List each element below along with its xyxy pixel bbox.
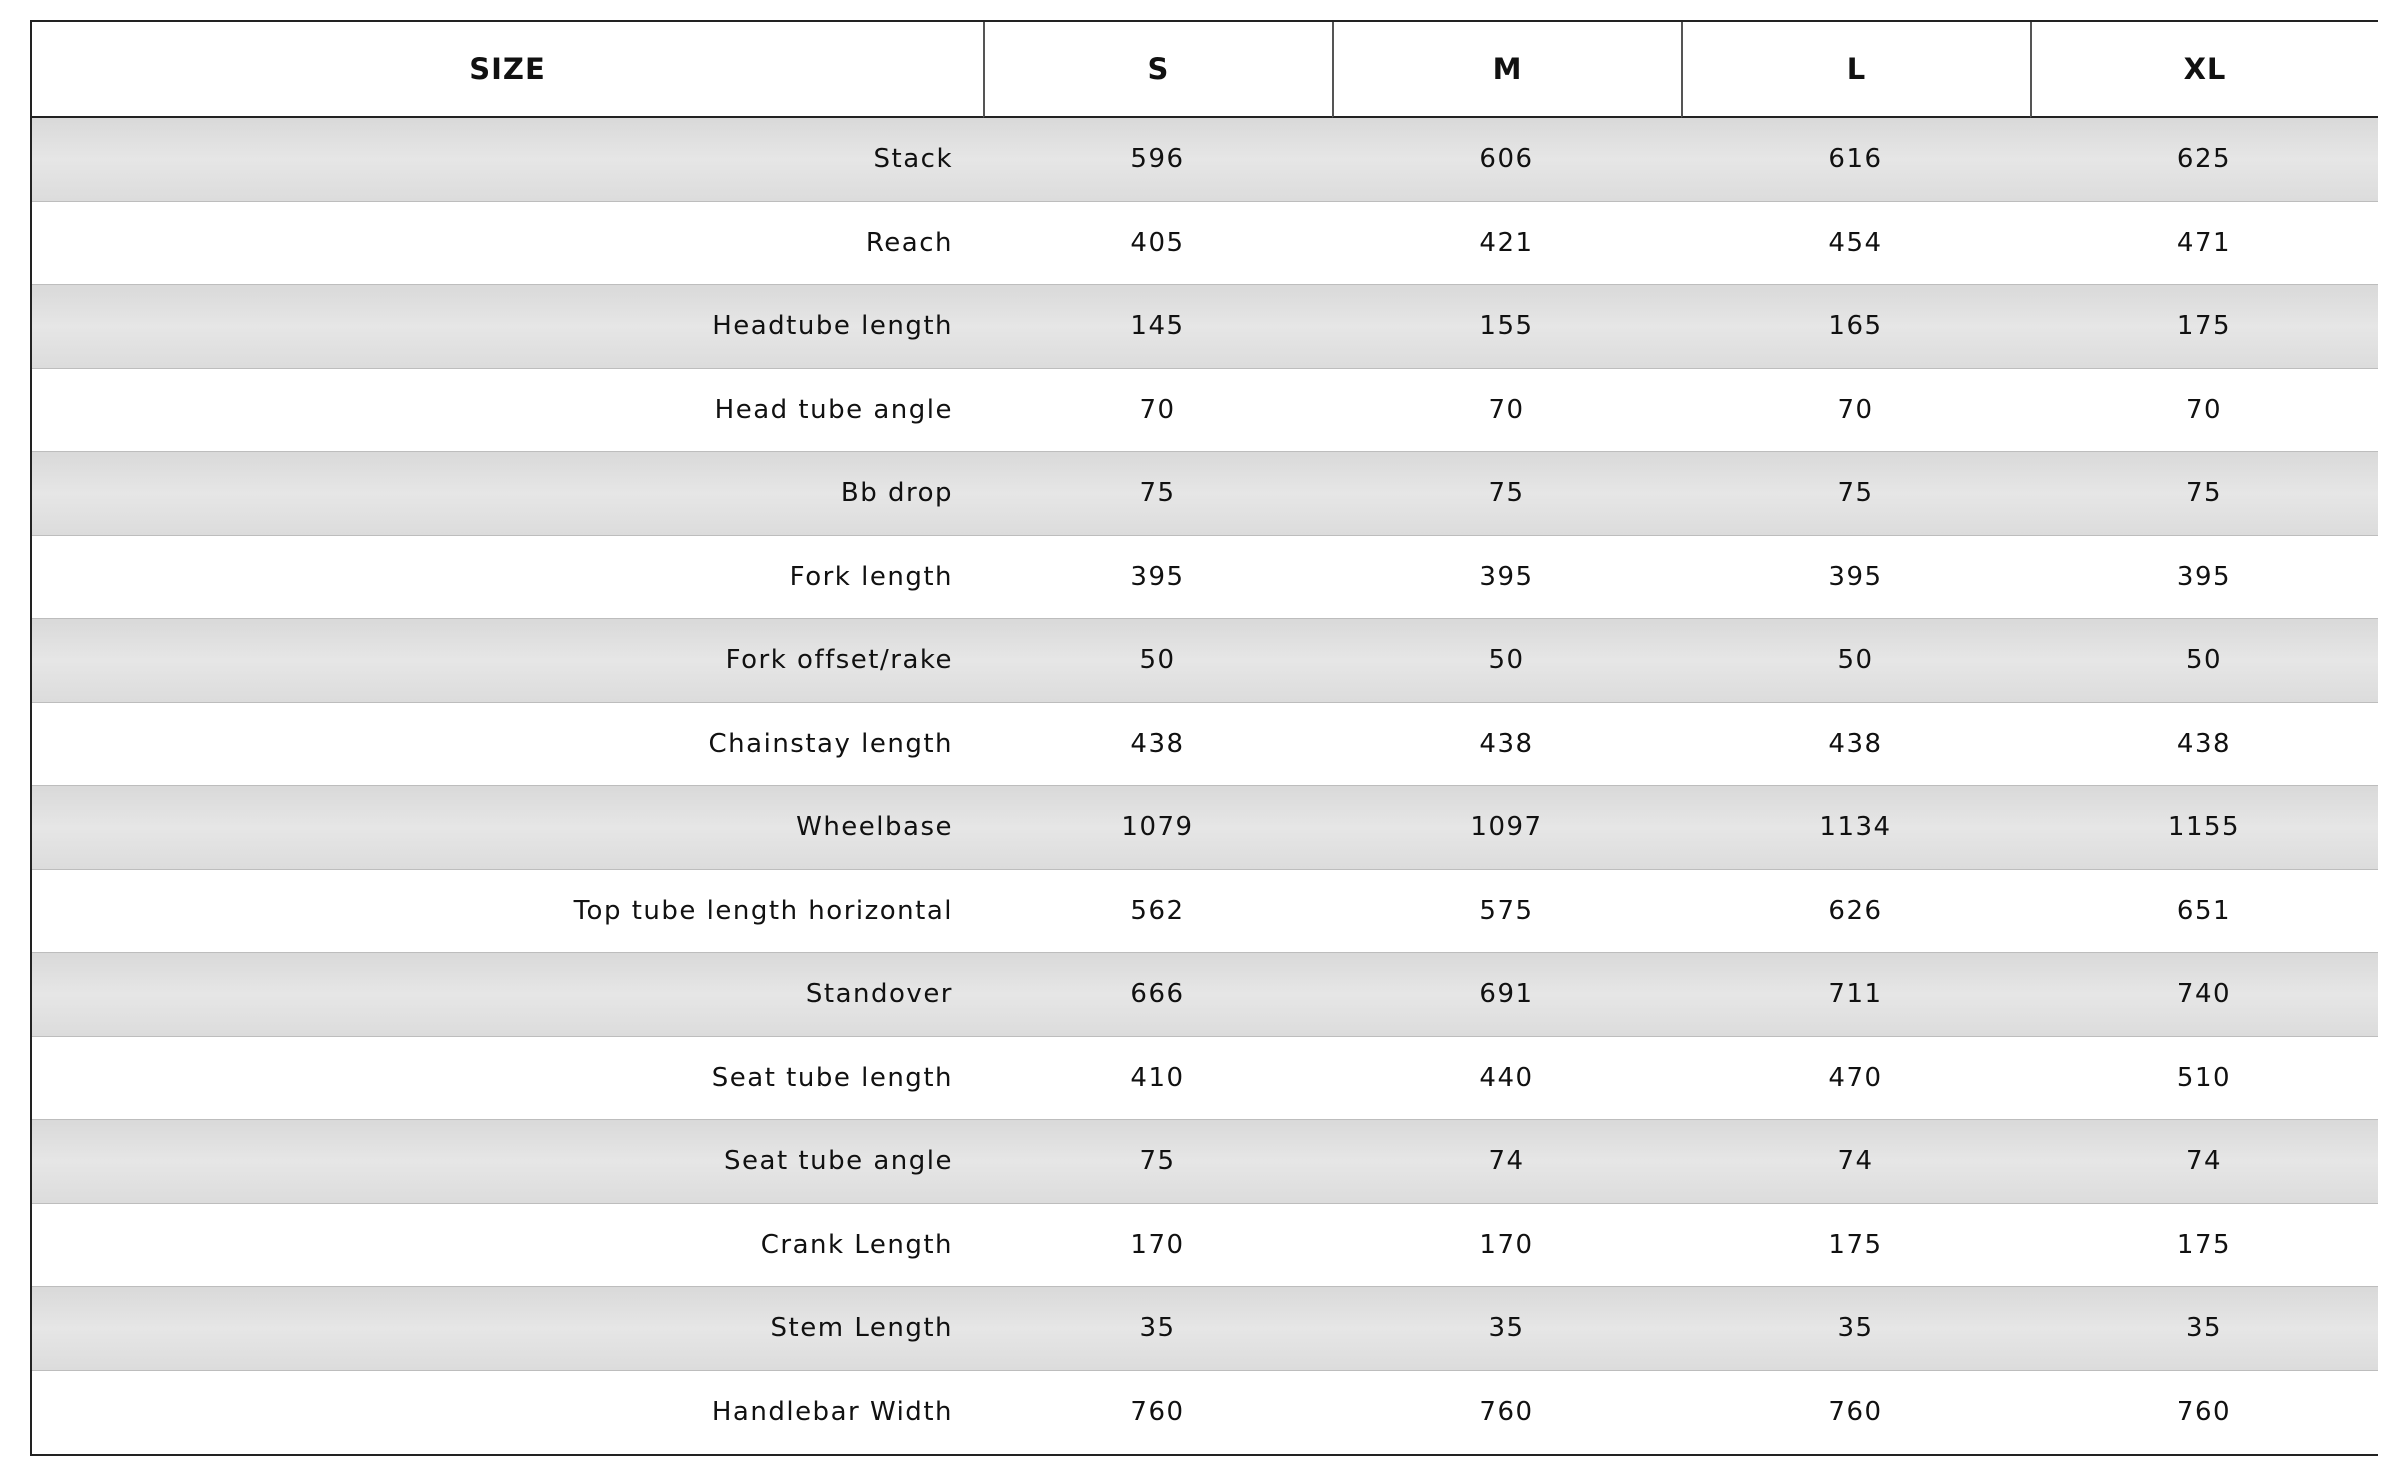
header-size-xl: XL — [2030, 22, 2378, 118]
table-cell: 438 — [1332, 703, 1681, 787]
row-label: Standover — [32, 953, 983, 1037]
table-cell: 1155 — [2030, 786, 2378, 870]
table-cell: 74 — [1681, 1120, 2030, 1204]
table-cell: 760 — [1332, 1371, 1681, 1455]
row-label: Head tube angle — [32, 369, 983, 453]
header-size-s: S — [983, 22, 1332, 118]
table-cell: 651 — [2030, 870, 2378, 954]
row-label: Handlebar Width — [32, 1371, 983, 1455]
header-size: SIZE — [32, 22, 983, 118]
row-label: Bb drop — [32, 452, 983, 536]
row-label: Wheelbase — [32, 786, 983, 870]
table-cell: 760 — [2030, 1371, 2378, 1455]
geometry-size-table — [30, 20, 2378, 1456]
table-cell: 75 — [1332, 452, 1681, 536]
table-cell: 440 — [1332, 1037, 1681, 1121]
table-cell: 405 — [983, 202, 1332, 286]
table-cell: 395 — [1681, 536, 2030, 620]
table-cell: 421 — [1332, 202, 1681, 286]
table-cell: 626 — [1681, 870, 2030, 954]
row-label: Fork length — [32, 536, 983, 620]
table-cell: 760 — [983, 1371, 1332, 1455]
table-cell: 145 — [983, 285, 1332, 369]
table-cell: 75 — [1681, 452, 2030, 536]
table-cell: 50 — [983, 619, 1332, 703]
row-label: Seat tube angle — [32, 1120, 983, 1204]
table-cell: 70 — [1332, 369, 1681, 453]
table-cell: 438 — [1681, 703, 2030, 787]
table-cell: 666 — [983, 953, 1332, 1037]
table-cell: 1097 — [1332, 786, 1681, 870]
table-cell: 740 — [2030, 953, 2378, 1037]
row-label: Headtube length — [32, 285, 983, 369]
table-cell: 50 — [1332, 619, 1681, 703]
table-cell: 175 — [2030, 1204, 2378, 1288]
table-cell: 155 — [1332, 285, 1681, 369]
table-cell: 70 — [983, 369, 1332, 453]
table-cell: 691 — [1332, 953, 1681, 1037]
table-cell: 410 — [983, 1037, 1332, 1121]
table-cell: 35 — [1681, 1287, 2030, 1371]
table-cell: 70 — [2030, 369, 2378, 453]
table-cell: 575 — [1332, 870, 1681, 954]
table-cell: 175 — [2030, 285, 2378, 369]
table-cell: 510 — [2030, 1037, 2378, 1121]
row-label: Stack — [32, 118, 983, 202]
table-cell: 438 — [2030, 703, 2378, 787]
table-cell: 75 — [2030, 452, 2378, 536]
row-label: Crank Length — [32, 1204, 983, 1288]
table-cell: 35 — [2030, 1287, 2378, 1371]
table-cell: 596 — [983, 118, 1332, 202]
table-cell: 70 — [1681, 369, 2030, 453]
table-cell: 74 — [2030, 1120, 2378, 1204]
table-cell: 616 — [1681, 118, 2030, 202]
table-cell: 50 — [1681, 619, 2030, 703]
table-cell: 454 — [1681, 202, 2030, 286]
table-cell: 75 — [983, 452, 1332, 536]
table-cell: 74 — [1332, 1120, 1681, 1204]
table-cell: 170 — [1332, 1204, 1681, 1288]
row-label: Top tube length horizontal — [32, 870, 983, 954]
header-size-l: L — [1681, 22, 2030, 118]
row-label: Stem Length — [32, 1287, 983, 1371]
row-label: Fork offset/rake — [32, 619, 983, 703]
table-cell: 606 — [1332, 118, 1681, 202]
row-label: Chainstay length — [32, 703, 983, 787]
row-label: Seat tube length — [32, 1037, 983, 1121]
table-cell: 35 — [1332, 1287, 1681, 1371]
table-cell: 175 — [1681, 1204, 2030, 1288]
table-cell: 625 — [2030, 118, 2378, 202]
table-cell: 562 — [983, 870, 1332, 954]
table-cell: 170 — [983, 1204, 1332, 1288]
header-size-m: M — [1332, 22, 1681, 118]
table-cell: 395 — [983, 536, 1332, 620]
table-cell: 165 — [1681, 285, 2030, 369]
table-cell: 760 — [1681, 1371, 2030, 1455]
table-cell: 50 — [2030, 619, 2378, 703]
table-cell: 438 — [983, 703, 1332, 787]
table-cell: 75 — [983, 1120, 1332, 1204]
table-cell: 395 — [1332, 536, 1681, 620]
table-cell: 395 — [2030, 536, 2378, 620]
table-cell: 471 — [2030, 202, 2378, 286]
table-cell: 35 — [983, 1287, 1332, 1371]
table-cell: 1134 — [1681, 786, 2030, 870]
table-cell: 1079 — [983, 786, 1332, 870]
table-cell: 711 — [1681, 953, 2030, 1037]
table-cell: 470 — [1681, 1037, 2030, 1121]
row-label: Reach — [32, 202, 983, 286]
